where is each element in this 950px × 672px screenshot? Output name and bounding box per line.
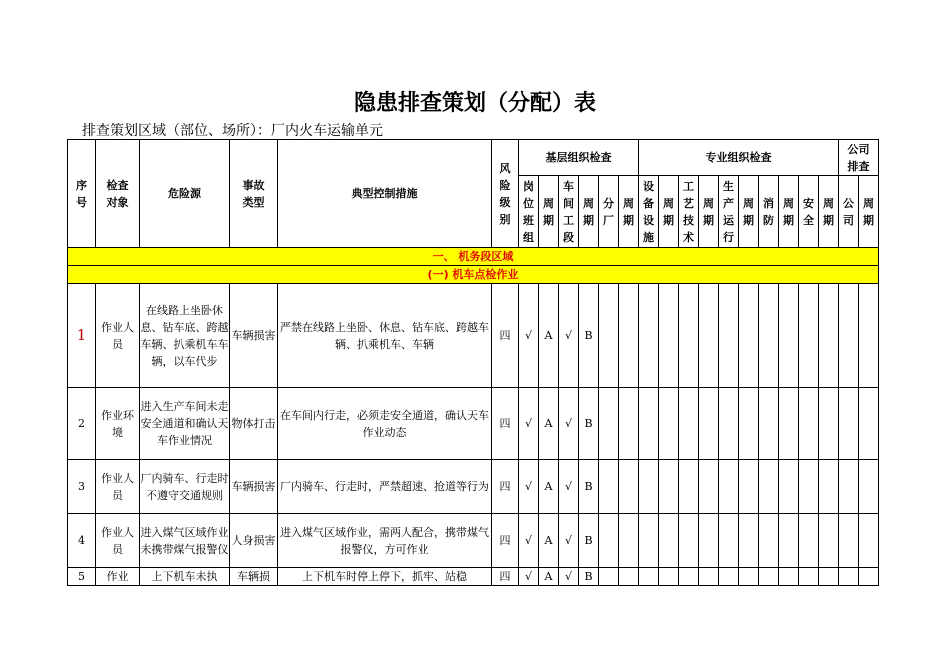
row-post-check: √	[519, 568, 539, 586]
page-title: 隐患排查策划（分配）表	[353, 91, 596, 116]
sub-post: 岗 位 班 组	[519, 176, 539, 248]
row-number: 4	[68, 514, 96, 568]
header-professional: 专业组织检查	[639, 140, 839, 176]
sub-process-tech: 工 艺 技 术	[679, 176, 699, 248]
row-post-period: A	[539, 388, 559, 460]
row-object: 作业人员	[96, 514, 140, 568]
row-workshop-check: √	[559, 568, 579, 586]
row-post-period: A	[539, 284, 559, 388]
row-workshop-period: B	[579, 388, 599, 460]
row-workshop-check: √	[559, 284, 579, 388]
table-row	[68, 514, 879, 568]
row-risk: 四	[492, 460, 519, 514]
header-object: 检查 对象	[96, 140, 140, 248]
sub-period: 周 期	[739, 176, 759, 248]
sub-company: 公 司	[839, 176, 859, 248]
row-workshop-check: √	[559, 388, 579, 460]
sub-period: 周 期	[579, 176, 599, 248]
row-accident: 车辆损	[230, 568, 278, 586]
row-object: 作业环境	[96, 388, 140, 460]
header-grassroots: 基层组织检查	[519, 140, 639, 176]
row-workshop-period: B	[579, 460, 599, 514]
header-company: 公司 排查	[839, 140, 879, 176]
sub-fire: 消 防	[759, 176, 779, 248]
hazard-planning-table	[67, 139, 879, 586]
header-hazard: 危险源	[140, 140, 230, 248]
table-row	[68, 568, 879, 586]
row-hazard: 在线路上坐卧休息、钻车底、跨越车辆、扒乘机车车辆，以车代步	[140, 284, 230, 388]
row-accident: 人身损害	[230, 514, 278, 568]
row-workshop-period: B	[579, 284, 599, 388]
section-row	[68, 248, 879, 266]
row-number: 5	[68, 568, 96, 586]
sub-production: 生 产 运 行	[719, 176, 739, 248]
header-accident: 事故 类型	[230, 140, 278, 248]
header-row-1	[68, 140, 879, 176]
sub-equipment: 设 备 设 施	[639, 176, 659, 248]
sub-period: 周 期	[699, 176, 719, 248]
row-number: 1	[68, 284, 96, 388]
sub-safety: 安 全	[799, 176, 819, 248]
row-hazard: 进入煤气区域作业未携带煤气报警仪	[140, 514, 230, 568]
row-post-period: A	[539, 460, 559, 514]
row-hazard: 上下机车未执	[140, 568, 230, 586]
row-hazard: 进入生产车间未走安全通道和确认天车作业情况	[140, 388, 230, 460]
row-accident: 车辆损害	[230, 284, 278, 388]
sub-period: 周 期	[779, 176, 799, 248]
row-hazard: 厂内骑车、行走时不遵守交通规则	[140, 460, 230, 514]
row-number: 3	[68, 460, 96, 514]
subsection-title: (一) 机车点检作业	[68, 266, 879, 284]
sub-branch-factory: 分 厂	[599, 176, 619, 248]
sub-period: 周 期	[539, 176, 559, 248]
table-row	[68, 460, 879, 514]
sub-period: 周 期	[659, 176, 679, 248]
row-risk: 四	[492, 514, 519, 568]
row-workshop-check: √	[559, 514, 579, 568]
row-object: 作业	[96, 568, 140, 586]
header-seq: 序 号	[68, 140, 96, 248]
row-post-check: √	[519, 514, 539, 568]
row-measures: 在车间内行走，必须走安全通道，确认天车作业动态	[278, 388, 492, 460]
section-title: 一、 机务段区域	[68, 248, 879, 266]
row-workshop-period: B	[579, 514, 599, 568]
row-risk: 四	[492, 388, 519, 460]
table-row	[68, 284, 879, 388]
header-risk: 风 险 级 别	[492, 140, 519, 248]
row-object: 作业人员	[96, 460, 140, 514]
row-object: 作业人员	[96, 284, 140, 388]
row-number: 2	[68, 388, 96, 460]
row-accident: 车辆损害	[230, 460, 278, 514]
sub-period: 周 期	[859, 176, 879, 248]
row-post-period: A	[539, 568, 559, 586]
row-post-check: √	[519, 460, 539, 514]
header-measures: 典型控制措施	[278, 140, 492, 248]
row-post-check: √	[519, 284, 539, 388]
sub-period: 周 期	[819, 176, 839, 248]
row-workshop-period: B	[579, 568, 599, 586]
row-measures: 严禁在线路上坐卧、休息、钻车底、跨越车辆、扒乘机车、车辆	[278, 284, 492, 388]
table-row	[68, 388, 879, 460]
row-measures: 上下机车时停上停下，抓牢、站稳	[278, 568, 492, 586]
row-risk: 四	[492, 568, 519, 586]
row-measures: 厂内骑车、行走时，严禁超速、抢道等行为	[278, 460, 492, 514]
row-post-check: √	[519, 388, 539, 460]
planning-area-label: 排查策划区域（部位、场所）：厂内火车运输单元	[82, 123, 383, 139]
sub-workshop: 车 间 工 段	[559, 176, 579, 248]
row-measures: 进入煤气区域作业，需两人配合，携带煤气报警仪，方可作业	[278, 514, 492, 568]
row-post-period: A	[539, 514, 559, 568]
row-risk: 四	[492, 284, 519, 388]
row-accident: 物体打击	[230, 388, 278, 460]
row-workshop-check: √	[559, 460, 579, 514]
section-row	[68, 266, 879, 284]
sub-period: 周 期	[619, 176, 639, 248]
